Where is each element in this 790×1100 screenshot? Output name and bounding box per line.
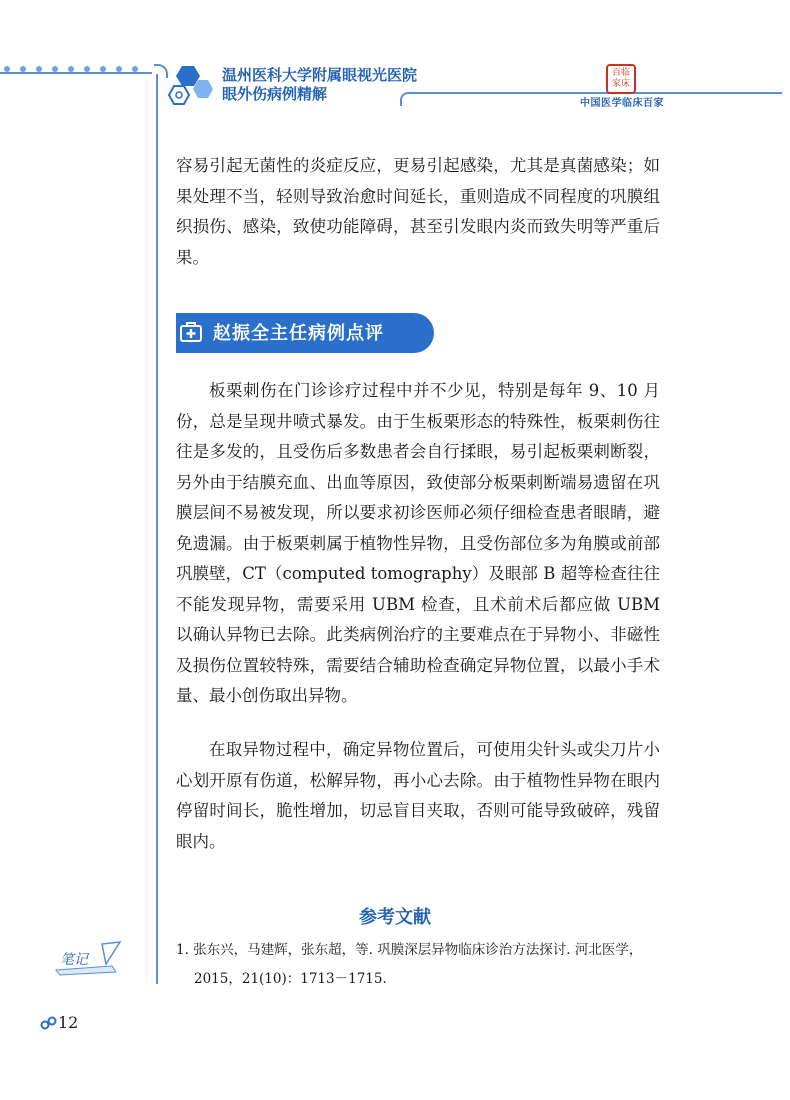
- section-title: 赵振全主任病例点评: [213, 323, 384, 344]
- header-dot-rule: [0, 62, 160, 82]
- notes-pen-icon: [52, 940, 124, 976]
- reference-line-2: 2015，21(10)：1713－1715.: [194, 971, 387, 987]
- paragraph-top: 容易引起无菌性的炎症反应，更易引起感染，尤其是真菌感染；如果处理不当，轻则导致治愈时间延长，重则造成不同程度的巩膜组织损伤、感染，致使功能障碍，甚至引发眼内炎而致失明等严重后果。: [176, 156, 660, 267]
- medical-kit-icon: [178, 319, 204, 345]
- hexagon-logo-icon: [168, 64, 214, 108]
- references-title: 参考文献: [359, 907, 431, 928]
- reference-item: [176, 936, 666, 994]
- header-title-line2: 眼外伤病例精解: [222, 85, 328, 103]
- reference-line-1: 1. 张东兴，马建辉，张东超，等. 巩膜深层异物临床诊治方法探讨. 河北医学，: [176, 942, 643, 958]
- notes-label: 笔记: [60, 952, 88, 968]
- series-name: 中国医学临床百家: [580, 98, 664, 109]
- header-title: [222, 66, 417, 104]
- paragraph-review-2: 在取异物过程中，确定异物位置后，可使用尖针头或尖刀片小心划开原有伤道，松解异物，再小心去除。由于植物性异物在眼内停留时间长，脆性增加，切忌盲目夹取，否则可能导致破碎，残留眼内。: [176, 740, 660, 851]
- page-number: 12: [58, 1013, 79, 1032]
- header-title-line1: 温州医科大学附属眼视光医院: [222, 66, 418, 84]
- series-seal: 百临家床: [606, 64, 636, 94]
- link-chain-icon: [40, 1016, 58, 1030]
- margin-line: [156, 74, 158, 984]
- paragraph-review-1: 板栗刺伤在门诊诊疗过程中并不少见，特别是每年 9、10 月份，总是呈现井喷式暴发。由于生板栗形态的特殊性，板栗刺伤往往是多发的，且受伤后多数患者会自行揉眼，易引起板栗刺断裂，另外由于结膜充血、出血等原因，致使部分板栗刺断端易遗留在巩膜层间不易被发现，所以要求初诊医师必须仔细检查患者眼睛，避免遗漏。由于板栗刺属于植物性异物，且受伤部位多为角膜或前部巩膜壁，CT（computed tomography）及眼部 B 超等检查往往不能发现异物，需要采用 UBM 检查，且术前术后都应做 UBM 以确认异物已去除。此类病例治疗的主要难点在于异物小、非磁性及损伤位置较特殊，需要结合辅助检查确定异物位置，以最小手术量、最小创伤取出异物。: [176, 381, 660, 705]
